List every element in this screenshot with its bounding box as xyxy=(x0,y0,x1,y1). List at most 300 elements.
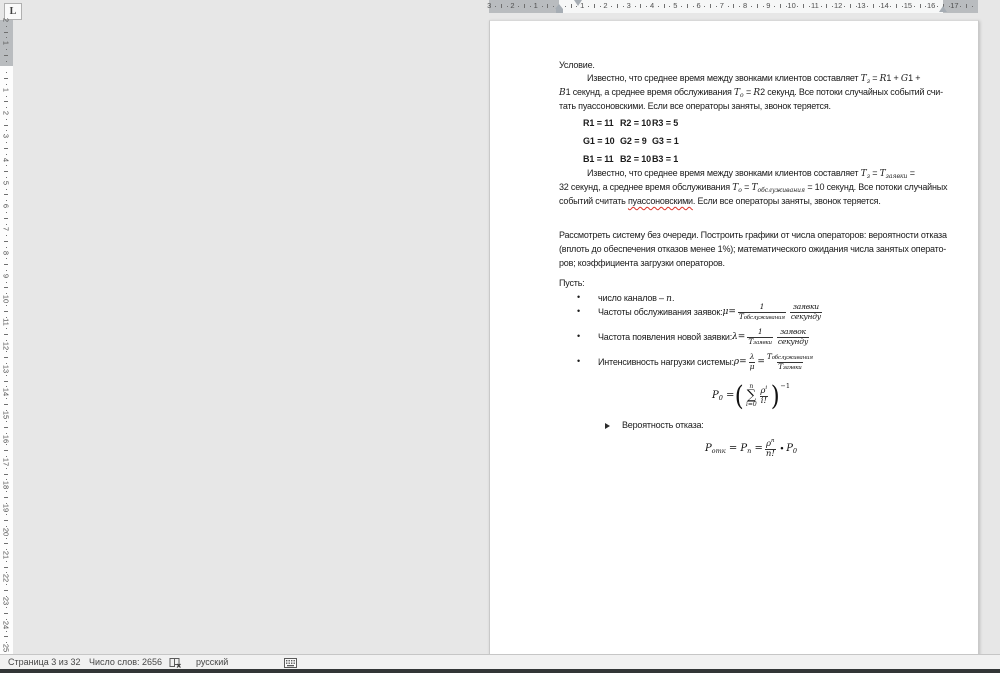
ruler-tick xyxy=(664,4,665,8)
ruler-tick xyxy=(739,6,740,7)
ruler-tick xyxy=(4,543,8,544)
text-segment: + xyxy=(891,73,901,83)
ruler-tick xyxy=(6,433,7,434)
summation xyxy=(746,384,757,408)
ruler-tick xyxy=(4,311,8,312)
ruler-number: 1 xyxy=(580,1,585,10)
ruler-tick xyxy=(6,189,7,190)
math-var: $P_0$ xyxy=(786,443,798,455)
ruler-number: 3 xyxy=(1,134,11,139)
ruler-tick xyxy=(4,218,8,219)
ruler-number: 16 xyxy=(926,1,936,10)
ruler-tick xyxy=(4,55,8,56)
math-segment: T xyxy=(732,183,739,193)
document-page[interactable] xyxy=(489,20,979,656)
right-indent-marker[interactable] xyxy=(939,6,947,12)
exponent: −1 xyxy=(780,382,791,390)
ruler-tick xyxy=(4,520,8,521)
math-segment: B xyxy=(559,88,566,98)
ruler-tick xyxy=(4,636,8,637)
values-row[interactable] xyxy=(583,118,678,128)
denominator: Tобслуживания xyxy=(738,311,785,321)
taskbar-edge xyxy=(0,669,1000,673)
fraction xyxy=(767,353,813,371)
ruler-tick xyxy=(6,619,7,620)
ruler-number: 8 xyxy=(742,1,748,10)
ruler-tick xyxy=(6,37,7,38)
unit-fraction xyxy=(790,303,822,321)
ruler-number: 18 xyxy=(1,481,11,490)
ruler-tick xyxy=(6,479,7,480)
ruler-number: 17 xyxy=(1,457,11,467)
ruler-tick xyxy=(774,6,775,7)
ruler-tick xyxy=(4,78,8,79)
values-row[interactable] xyxy=(583,136,679,146)
ruler-tick xyxy=(4,264,8,265)
ruler-tick xyxy=(4,474,8,475)
ruler-tick xyxy=(693,6,694,7)
ruler-tick xyxy=(925,6,926,7)
math-eq: = xyxy=(737,332,746,342)
paragraph-line[interactable] xyxy=(559,195,881,208)
ruler-number: 21 xyxy=(1,550,11,560)
text-segment: (вплоть до обеспечения отказов менее 1%); математического ожидания числа занятых операто- xyxy=(559,244,947,254)
ruler-tick xyxy=(6,61,7,62)
ruler-tick xyxy=(594,4,595,8)
ruler-number: 1 xyxy=(1,41,11,46)
ruler-tick xyxy=(547,4,548,8)
ruler-tick xyxy=(600,6,601,7)
ruler-number: 20 xyxy=(1,527,11,536)
ruler-number: 11 xyxy=(810,1,819,10)
ruler-number: 9 xyxy=(1,273,11,278)
ruler-tick xyxy=(6,421,7,422)
ruler-tick xyxy=(890,6,891,7)
ruler-tick xyxy=(763,6,764,7)
math-segment: о xyxy=(740,92,744,99)
paragraph-line[interactable] xyxy=(559,100,831,113)
math-eq: = xyxy=(739,357,747,367)
value-cell: B1 = 11 xyxy=(583,154,614,164)
formula-lead: Частота появления новой заявки: xyxy=(598,332,733,342)
ruler-tick xyxy=(4,32,8,33)
math-segment: R xyxy=(753,88,761,98)
ruler-tick xyxy=(4,241,8,242)
bullet-icon: • xyxy=(577,356,581,366)
ruler-tick xyxy=(6,607,7,608)
open-paren: ( xyxy=(735,380,745,412)
ruler-tick xyxy=(6,317,7,318)
math-segment: о xyxy=(738,187,742,194)
value-cell: R1 = 11 xyxy=(583,118,614,128)
math-var: ρ xyxy=(733,357,740,367)
bullet-item-formula-mu[interactable] xyxy=(559,300,943,324)
ruler-tick xyxy=(6,363,7,364)
text-segment: секунд. Все потоки случайных событий счи- xyxy=(764,87,943,97)
ruler-tick xyxy=(856,6,857,7)
arrow-bullet-icon xyxy=(605,423,610,429)
ruler-number: 8 xyxy=(1,250,11,255)
vertical-ruler[interactable] xyxy=(0,17,13,654)
ruler-tick xyxy=(640,4,641,8)
ruler-number: 5 xyxy=(1,180,11,185)
formula-potk[interactable] xyxy=(559,436,943,462)
ruler-tick xyxy=(623,6,624,7)
ruler-number: 25 xyxy=(1,643,11,653)
ruler-tick xyxy=(6,84,7,85)
value-cell: B3 = 1 xyxy=(652,154,679,164)
ruler-number: 16 xyxy=(1,434,11,443)
ruler-number: 15 xyxy=(1,411,11,420)
text-segment: = xyxy=(869,168,880,178)
math-var: μ xyxy=(722,307,729,317)
left-indent-marker[interactable] xyxy=(556,9,563,13)
numerator: $\rho^i$ xyxy=(760,384,768,396)
ruler-tick xyxy=(6,96,7,97)
ruler-number: 13 xyxy=(857,1,866,10)
ruler-tick xyxy=(6,235,7,236)
math-segment: R xyxy=(879,74,887,84)
ruler-tick xyxy=(821,6,822,7)
tab-stop-icon: L xyxy=(9,6,17,17)
ruler-tick xyxy=(937,6,938,7)
touch-keyboard-icon[interactable] xyxy=(284,658,297,668)
denominator: Tзаявки xyxy=(748,336,772,346)
ruler-tick xyxy=(949,6,950,7)
numerator: λ xyxy=(749,351,755,361)
ruler-tick xyxy=(786,6,787,7)
text-segment: событий считать xyxy=(559,196,628,206)
ruler-tick xyxy=(902,6,903,7)
ruler-number: 6 xyxy=(1,203,11,209)
ruler-tick xyxy=(495,6,496,7)
text-segment: = xyxy=(741,182,752,192)
text-segment: число каналов – xyxy=(598,293,667,303)
math-segment: T xyxy=(751,183,758,193)
ruler-tick xyxy=(646,6,647,7)
ruler-tick xyxy=(6,386,7,387)
multiply-dot: ∙ xyxy=(779,444,785,454)
text-segment: = 10 секунд. Все потоки случайных xyxy=(805,182,948,192)
ruler-tick xyxy=(658,6,659,7)
ruler-tick xyxy=(565,6,566,7)
page-content xyxy=(559,21,948,655)
ruler-number: 7 xyxy=(719,1,724,10)
ruler-tick xyxy=(6,340,7,341)
sum-upper: n xyxy=(749,383,754,390)
ruler-tick xyxy=(530,6,531,7)
ruler-tick xyxy=(4,404,8,405)
ruler-tick xyxy=(972,6,973,7)
ruler-number: 2 xyxy=(603,1,608,10)
value-cell: B2 = 10 xyxy=(620,154,652,164)
fraction xyxy=(738,303,786,321)
ruler-tick xyxy=(6,293,7,294)
ruler-tick xyxy=(6,596,7,597)
text-segment: 1 xyxy=(565,87,571,97)
ruler-number: 3 xyxy=(487,1,492,10)
ruler-tick xyxy=(6,107,7,108)
math-eq: = xyxy=(757,357,765,367)
proofing-errors-icon[interactable] xyxy=(169,657,182,668)
ruler-tick xyxy=(524,4,525,8)
bullet-icon: • xyxy=(577,306,581,316)
math-segment: T xyxy=(860,169,867,179)
ruler-tick xyxy=(571,4,572,8)
ruler-number: 7 xyxy=(1,227,11,232)
math-eq: = xyxy=(728,307,736,317)
ruler-tick xyxy=(6,503,7,504)
text-segment: ров; коэффициента загрузки операторов. xyxy=(559,258,725,268)
ruler-tick xyxy=(6,456,7,457)
text-segment: . Если все операторы заняты, звонок теряется. xyxy=(692,196,881,206)
ruler-tick xyxy=(6,642,7,643)
ruler-tick xyxy=(879,6,880,7)
text-segment: 1 xyxy=(886,73,892,83)
ruler-tick xyxy=(716,6,717,7)
ruler-tick xyxy=(966,4,967,8)
ruler-number: 10 xyxy=(787,1,796,10)
ruler-number: 9 xyxy=(766,1,771,10)
ruler-number: 17 xyxy=(950,1,959,10)
ruler-number: 10 xyxy=(1,294,11,304)
numerator: Tобслуживания xyxy=(766,351,813,361)
paragraph-title[interactable]: Условие. xyxy=(559,60,595,70)
ruler-tick xyxy=(844,6,845,7)
ruler-number: 2 xyxy=(1,17,11,23)
math-var: $P_0$ = xyxy=(711,390,735,402)
ruler-tick xyxy=(6,584,7,585)
math-segment: T xyxy=(879,169,886,179)
ruler-tick xyxy=(4,194,8,195)
text-segment: Известно, что среднее время между звонками клиентов составляет xyxy=(587,168,861,178)
denominator: секунду xyxy=(790,311,821,321)
values-row[interactable] xyxy=(583,154,678,164)
ruler-number: 14 xyxy=(1,387,11,397)
sigma-icon: ∑ xyxy=(746,388,756,403)
bullet-icon: • xyxy=(577,331,581,341)
ruler-tick xyxy=(4,381,8,382)
ruler-tick xyxy=(867,6,868,7)
text-segment: 2 xyxy=(760,87,765,97)
ruler-tick xyxy=(4,427,8,428)
text-segment: = xyxy=(743,87,754,97)
ruler-tick xyxy=(588,6,589,7)
ruler-tick xyxy=(6,270,7,271)
ruler-tick xyxy=(728,6,729,7)
denominator: i! xyxy=(760,396,767,407)
ruler-tick xyxy=(4,567,8,568)
ruler-number: 12 xyxy=(1,341,11,350)
ruler-tick xyxy=(6,49,7,50)
first-line-indent-marker[interactable] xyxy=(574,0,582,6)
ruler-tick xyxy=(6,224,7,225)
unit-fraction xyxy=(777,328,809,346)
text-segment: = xyxy=(869,73,880,83)
ruler-tick xyxy=(809,6,810,7)
paragraph-line[interactable] xyxy=(559,229,947,242)
bullet-item-formula-lambda[interactable] xyxy=(559,325,943,349)
ruler-number: 15 xyxy=(903,1,913,10)
ruler-number: 6 xyxy=(696,1,701,10)
math-segment: з xyxy=(866,78,870,85)
ruler-tick xyxy=(6,165,7,166)
ruler-tick xyxy=(6,119,7,120)
math-var: $P_{отк} = P_n$ = xyxy=(704,443,763,455)
ruler-number: 13 xyxy=(1,364,11,374)
ruler-tick xyxy=(6,410,7,411)
ruler-tick xyxy=(6,328,7,329)
denominator: n! xyxy=(765,449,775,460)
ruler-tick xyxy=(4,171,8,172)
ruler-tick xyxy=(6,258,7,259)
ruler-tick xyxy=(6,514,7,515)
formula-p0[interactable] xyxy=(559,377,943,415)
text-segment: 32 секунд, а среднее время обслуживания xyxy=(559,182,733,192)
ruler-tick xyxy=(960,6,961,7)
ruler-tick xyxy=(4,334,8,335)
paragraph-pust[interactable]: Пусть: xyxy=(559,278,585,288)
ruler-tick xyxy=(4,613,8,614)
ruler-tick xyxy=(6,282,7,283)
numerator: 1 xyxy=(759,301,765,311)
numerator: заявок xyxy=(780,326,806,336)
ruler-tick xyxy=(704,6,705,7)
ruler-tick xyxy=(687,4,688,8)
ruler-number: 19 xyxy=(1,504,11,513)
page-number-status[interactable]: Страница 3 из 32 xyxy=(8,657,81,667)
ruler-tick xyxy=(6,130,7,131)
math-segment: G xyxy=(900,74,909,84)
ruler-tick xyxy=(4,590,8,591)
value-cell: G2 = 9 xyxy=(620,136,647,146)
ruler-number: 4 xyxy=(649,1,655,10)
ruler-tick xyxy=(4,125,8,126)
fraction xyxy=(760,385,768,407)
text-segment: . xyxy=(671,293,675,303)
ruler-tick xyxy=(6,142,7,143)
math-segment: T xyxy=(860,74,867,84)
language-status[interactable]: русский xyxy=(196,657,229,667)
numerator: 1 xyxy=(757,326,763,336)
ruler-tick xyxy=(6,444,7,445)
sub-bullet-label[interactable]: Вероятность отказа: xyxy=(622,420,704,430)
ruler-number: 12 xyxy=(833,1,843,10)
ruler-number: 2 xyxy=(510,1,515,10)
sum-lower: i=0 xyxy=(745,401,757,408)
ruler-tick xyxy=(4,450,8,451)
close-paren: ) xyxy=(770,380,780,412)
numerator: заявки xyxy=(792,301,819,311)
text-segment: + xyxy=(912,73,921,83)
ruler-tick xyxy=(920,4,921,8)
text-segment: = xyxy=(907,168,915,178)
ruler-tick xyxy=(803,4,804,8)
math-segment: n xyxy=(666,294,672,304)
ruler-number: 4 xyxy=(1,157,11,162)
ruler-tick xyxy=(873,4,874,8)
ruler-number: 1 xyxy=(1,87,11,92)
math-var: λ xyxy=(732,332,738,342)
bullet-item-formula-rho[interactable] xyxy=(559,350,943,374)
fraction xyxy=(749,353,756,371)
text-segment: секунд, а среднее время обслуживания xyxy=(570,87,735,97)
denominator: μ xyxy=(749,361,755,371)
numerator: $\rho^n$ xyxy=(766,437,775,449)
math-segment: з xyxy=(866,173,870,180)
ruler-tick xyxy=(507,6,508,7)
ruler-tick xyxy=(832,6,833,7)
ruler-tick xyxy=(780,4,781,8)
ruler-tick xyxy=(6,247,7,248)
ruler-tick xyxy=(6,375,7,376)
ruler-tick xyxy=(6,561,7,562)
math-segment: T xyxy=(734,88,741,98)
ruler-tick xyxy=(6,572,7,573)
ruler-number: 11 xyxy=(1,318,11,327)
ruler-tick xyxy=(896,4,897,8)
ruler-tick xyxy=(4,287,8,288)
word-count-status[interactable]: Число слов: 2656 xyxy=(89,657,163,667)
ruler-tick xyxy=(501,4,502,8)
ruler-tick xyxy=(6,305,7,306)
ruler-tick xyxy=(797,6,798,7)
bullet-icon: • xyxy=(577,292,581,302)
ruler-tick xyxy=(617,4,618,8)
ruler-tick xyxy=(518,6,519,7)
ruler-tick xyxy=(733,4,734,8)
fraction xyxy=(747,328,773,346)
ruler-tick xyxy=(6,26,7,27)
ruler-number: 14 xyxy=(880,1,889,10)
ruler-tick xyxy=(757,4,758,8)
ruler-tick xyxy=(4,148,8,149)
ruler-tick xyxy=(6,549,7,550)
ruler-number: 23 xyxy=(1,597,11,606)
text-segment: тать пуассоновскими. Если все операторы заняты, звонок теряется. xyxy=(559,101,831,111)
ruler-tick xyxy=(6,398,7,399)
ruler-tick xyxy=(6,538,7,539)
ruler-number: 22 xyxy=(1,574,11,583)
ruler-tick xyxy=(576,6,577,7)
ruler-tick xyxy=(611,6,612,7)
ruler-tick xyxy=(751,6,752,7)
ruler-tick xyxy=(6,631,7,632)
value-cell: G1 = 10 xyxy=(583,136,615,146)
ruler-number: 1 xyxy=(533,1,538,10)
ruler-tick xyxy=(914,6,915,7)
math-segment: обслуживания xyxy=(757,187,806,194)
paragraph-line[interactable] xyxy=(559,257,725,270)
value-cell: R3 = 5 xyxy=(652,118,679,128)
text-segment: пуассоновскими xyxy=(627,196,693,206)
ruler-tick xyxy=(826,4,827,8)
text-segment: Известно, что среднее время между звонками клиентов составляет xyxy=(587,73,861,83)
denominator: секунду xyxy=(777,336,809,346)
paragraph-line[interactable] xyxy=(559,243,946,256)
value-cell: G3 = 1 xyxy=(652,136,679,146)
value-cell: R2 = 10 xyxy=(620,118,652,128)
ruler-tick xyxy=(6,177,7,178)
ruler-tick xyxy=(6,200,7,201)
ruler-tick xyxy=(4,357,8,358)
text-segment: 1 xyxy=(908,73,913,83)
ruler-tick xyxy=(6,526,7,527)
horizontal-ruler[interactable] xyxy=(489,0,978,13)
formula-lead: Интенсивность нагрузки системы: xyxy=(598,357,734,367)
ruler-tick xyxy=(850,4,851,8)
fraction xyxy=(765,438,776,460)
